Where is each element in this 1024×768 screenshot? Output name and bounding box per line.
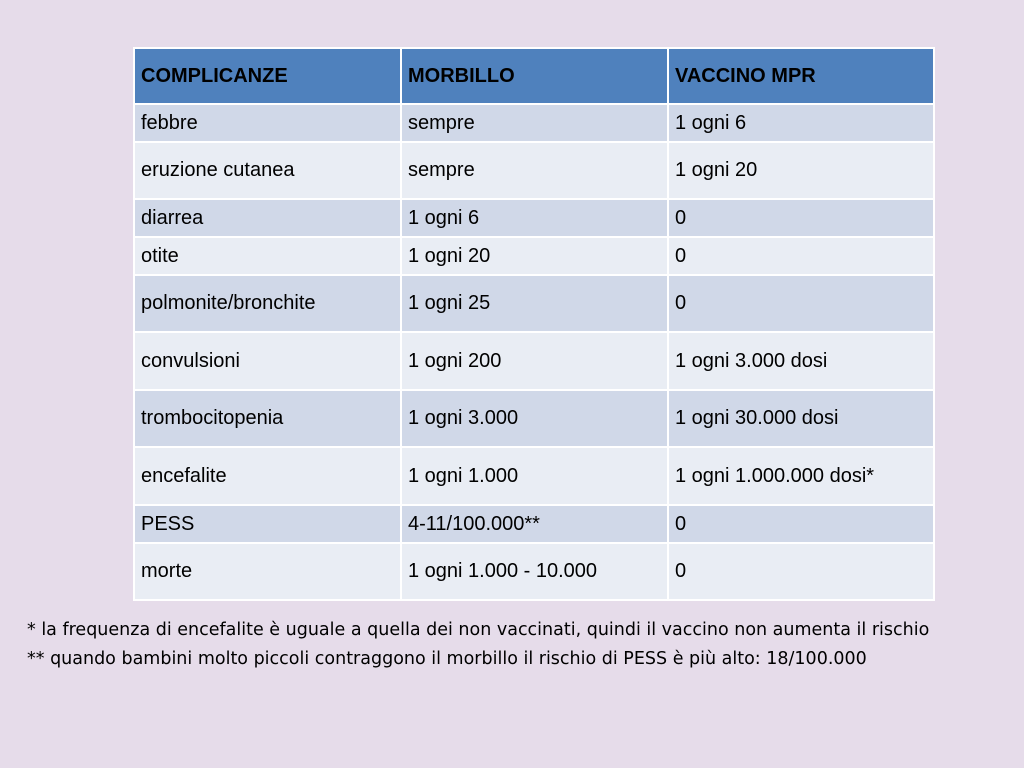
table-cell: 0	[668, 237, 934, 275]
table-cell: eruzione cutanea	[134, 142, 401, 199]
header-complicanze: COMPLICANZE	[134, 48, 401, 104]
table-row	[134, 142, 934, 199]
table-row	[134, 332, 934, 390]
table-row	[134, 275, 934, 332]
table-cell: 1 ogni 6	[668, 104, 934, 142]
table-cell: 1 ogni 20	[401, 237, 668, 275]
table-cell: 0	[668, 543, 934, 600]
table-cell: 1 ogni 25	[401, 275, 668, 332]
table-cell: 4-11/100.000**	[401, 505, 668, 543]
table-row	[134, 237, 934, 275]
table-row	[134, 104, 934, 142]
table-cell: PESS	[134, 505, 401, 543]
footnotes	[27, 616, 987, 674]
table-cell: trombocitopenia	[134, 390, 401, 447]
table-header-row	[134, 48, 934, 104]
table-cell: 0	[668, 199, 934, 237]
header-vaccino-mpr: VACCINO MPR	[668, 48, 934, 104]
table-cell: encefalite	[134, 447, 401, 505]
table-cell: 1 ogni 200	[401, 332, 668, 390]
footnote-pess: ** quando bambini molto piccoli contraggono il morbillo il rischio di PESS è più alto: 18/100.000	[27, 649, 867, 669]
table-cell: 1 ogni 1.000.000 dosi*	[668, 447, 934, 505]
table-cell: diarrea	[134, 199, 401, 237]
table-cell: 1 ogni 20	[668, 142, 934, 199]
table-cell: morte	[134, 543, 401, 600]
table-cell: 1 ogni 1.000 - 10.000	[401, 543, 668, 600]
table-cell: otite	[134, 237, 401, 275]
table-row	[134, 199, 934, 237]
footnote-encefalite: * la frequenza di encefalite è uguale a quella dei non vaccinati, quindi il vaccino non aumenta il rischio	[27, 620, 930, 640]
table-cell: 1 ogni 3.000	[401, 390, 668, 447]
table-cell: febbre	[134, 104, 401, 142]
complications-table	[133, 47, 935, 601]
table-row	[134, 447, 934, 505]
table-cell: 1 ogni 6	[401, 199, 668, 237]
table-cell: 1 ogni 3.000 dosi	[668, 332, 934, 390]
table-cell: sempre	[401, 104, 668, 142]
table-cell: polmonite/bronchite	[134, 275, 401, 332]
table-cell: 1 ogni 1.000	[401, 447, 668, 505]
table-row	[134, 543, 934, 600]
table-cell: 0	[668, 505, 934, 543]
table-cell: 1 ogni 30.000 dosi	[668, 390, 934, 447]
table-row	[134, 390, 934, 447]
table-cell: sempre	[401, 142, 668, 199]
table-cell: 0	[668, 275, 934, 332]
header-morbillo: MORBILLO	[401, 48, 668, 104]
table-row	[134, 505, 934, 543]
table-cell: convulsioni	[134, 332, 401, 390]
